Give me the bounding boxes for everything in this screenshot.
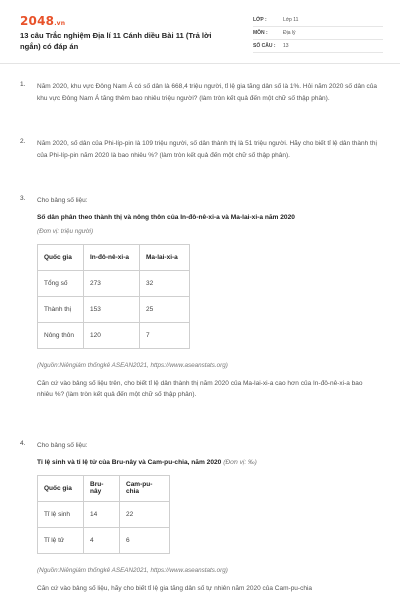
table-cell: 153 xyxy=(84,296,140,322)
question-4 xyxy=(20,440,380,594)
table-header-cell: Bru-nây xyxy=(84,475,120,501)
table-cell: 14 xyxy=(84,501,120,527)
question-number: 4. xyxy=(20,440,26,447)
table-header-cell: In-đô-nê-xi-a xyxy=(84,244,140,270)
table-header-cell: Quốc gia xyxy=(38,244,84,270)
table-header-cell: Cam-pu-chia xyxy=(120,475,170,501)
table-cell: Tổng số xyxy=(38,270,84,296)
table-header-row xyxy=(38,244,190,270)
logo-text: 2048 xyxy=(20,14,55,28)
question-text: Năm 2020, khu vực Đông Nam Á có số dân là 668,4 triệu người, tỉ lệ gia tăng dân số là 1%. Hỏi năm 2020 số dân của khu vực Đông Nam Á tăng thêm bao nhiêu triệu người? (làm tròn kết quả đến một chữ số thập phân). xyxy=(37,83,377,102)
question-text: Năm 2020, số dân của Phi-líp-pin là 109 triệu người, số dân thành thị là 51 triệu người. Hãy cho biết tỉ lệ dân thành thị của Phi-líp-pin năm 2020 là bao nhiêu %? (làm tròn kết quả đến một chữ số thập phân). xyxy=(37,140,377,159)
table-cell: 32 xyxy=(140,270,190,296)
page-title: 13 câu Trắc nghiệm Địa lí 11 Cánh diều Bài 11 (Trả lời ngắn) có đáp án xyxy=(20,31,212,51)
question-number: 2. xyxy=(20,138,26,145)
question-prompt: Căn cứ vào bảng số liệu trên, cho biết tỉ lệ dân thành thị năm 2020 của Ma-lai-xi-a cao hơn của In-đô-nê-xi-a bao nhiêu %? (làm tròn kết quả đến một chữ số thập phân). xyxy=(37,379,363,398)
meta-label: LỚP : xyxy=(253,17,267,23)
table-cell: 7 xyxy=(140,322,190,348)
table-unit: (Đơn vị: ‰) xyxy=(223,458,257,466)
table-row xyxy=(38,296,190,322)
table-caption-text: Tỉ lệ sinh và tỉ lệ tử của Bru-nây và Cam-pu-chia, năm 2020 xyxy=(37,458,222,466)
table-header-cell: Quốc gia xyxy=(38,475,84,501)
question-number: 3. xyxy=(20,195,26,202)
table-header-row xyxy=(38,475,170,501)
meta-value: Lớp 11 xyxy=(283,17,299,23)
meta-label: SỐ CÂU : xyxy=(253,43,276,49)
question-3 xyxy=(20,195,380,401)
table-row xyxy=(38,322,190,348)
table-caption: Số dân phân theo thành thị và nông thôn của In-đô-nê-xi-a và Ma-lai-xi-a năm 2020 xyxy=(37,213,295,221)
logo-suffix: .vn xyxy=(54,20,66,27)
site-logo[interactable] xyxy=(20,14,65,28)
meta-label: MÔN : xyxy=(253,30,268,36)
meta-value: 13 xyxy=(283,43,289,49)
question-text: Cho bảng số liệu: xyxy=(37,197,88,204)
data-table xyxy=(37,244,190,349)
meta-box xyxy=(253,14,383,53)
table-cell: 25 xyxy=(140,296,190,322)
meta-value: Địa lý xyxy=(283,30,296,36)
table-cell: 6 xyxy=(120,527,170,553)
table-cell: Thành thị xyxy=(38,296,84,322)
table-caption xyxy=(37,459,380,466)
table-header-cell: Ma-lai-xi-a xyxy=(140,244,190,270)
question-1 xyxy=(20,81,380,104)
page-header xyxy=(0,0,400,64)
table-cell: 273 xyxy=(84,270,140,296)
meta-row-count xyxy=(253,40,383,53)
table-cell: Tỉ lệ sinh xyxy=(38,501,84,527)
table-cell: Nông thôn xyxy=(38,322,84,348)
question-text: Cho bảng số liệu: xyxy=(37,442,88,449)
question-prompt: Căn cứ vào bảng số liệu, hãy cho biết tỉ lệ gia tăng dân số tự nhiên năm 2020 của Cam-pu-chia xyxy=(37,584,313,592)
table-cell: Tỉ lệ tử xyxy=(38,527,84,553)
source-note: (Nguồn:Niêngiám thốngkê ASEAN2021, https://www.aseanstats.org) xyxy=(37,361,228,369)
table-row xyxy=(38,501,170,527)
table-cell: 4 xyxy=(84,527,120,553)
table-cell: 120 xyxy=(84,322,140,348)
source-note: (Nguồn:Niêngiám thốngkê ASEAN2021, https://www.aseanstats.org) xyxy=(37,566,228,574)
table-cell: 22 xyxy=(120,501,170,527)
data-table xyxy=(37,475,170,554)
table-row xyxy=(38,270,190,296)
question-2 xyxy=(20,138,380,161)
table-unit: (Đơn vị: triệu người) xyxy=(37,227,94,235)
question-number: 1. xyxy=(20,81,26,88)
meta-row-class xyxy=(253,14,383,27)
meta-row-subject xyxy=(253,27,383,40)
table-row xyxy=(38,527,170,553)
